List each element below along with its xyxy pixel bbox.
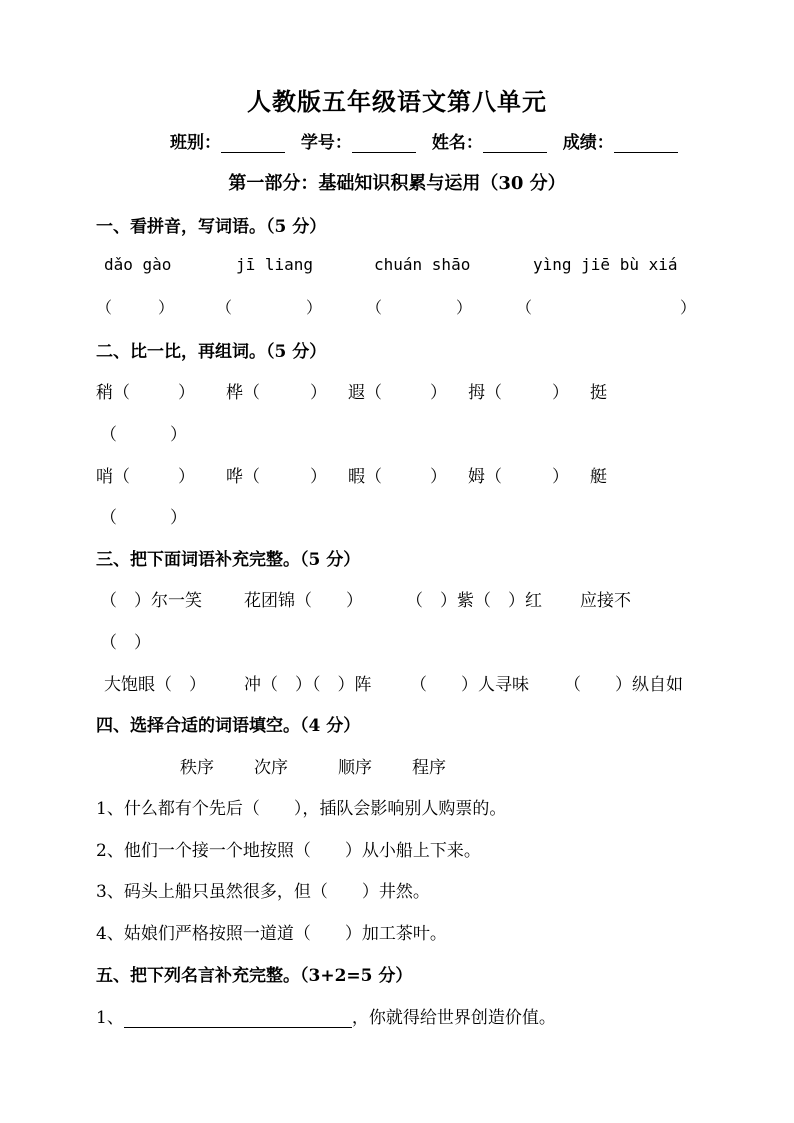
student-no-label: 学号：	[300, 133, 352, 153]
pinyin-2: jī liang	[236, 255, 314, 274]
section-2-heading: 二、比一比，再组词。（5 分）	[96, 342, 327, 362]
class-blank[interactable]	[221, 134, 285, 153]
quote-item-1-number: 1、	[96, 1008, 124, 1028]
answer-4-close: ）	[680, 298, 697, 317]
score-blank[interactable]	[614, 134, 678, 153]
idiom-row-1-item-2: 花团锦（ ）	[244, 591, 363, 611]
class-label: 班别：	[170, 133, 221, 153]
compare-row-1-item-1: 稍（	[96, 383, 130, 403]
fill-item-2: 2、他们一个接一个地按照（ ）从小船上下来。	[96, 841, 481, 861]
compare-row-2-close-4: ）	[552, 467, 569, 487]
fill-item-3: 3、码头上船只虽然很多，但（ ）井然。	[96, 882, 430, 902]
idiom-row-1-item-3: （ ）紫（ ）红	[406, 591, 542, 611]
idiom-row-2-item-2: 冲（ ）（ ）阵	[244, 675, 372, 695]
option-3: 顺序	[338, 758, 372, 778]
idiom-row-2-item-1: 大饱眼（ ）	[104, 675, 206, 695]
quote-item-1	[96, 1003, 556, 1028]
compare-row-1-wrap-close: ）	[170, 425, 187, 445]
option-4: 程序	[412, 758, 446, 778]
pinyin-1: dǎo gào	[104, 255, 172, 274]
compare-row-1-close-3: ）	[430, 383, 447, 403]
answer-3-close: ）	[456, 298, 473, 317]
compare-row-2-wrap-close: ）	[170, 508, 187, 528]
section-1-heading: 一、看拼音，写词语。（5 分）	[96, 217, 327, 237]
fill-item-4: 4、姑娘们严格按照一道道（ ）加工茶叶。	[96, 924, 447, 944]
idiom-row-2-item-4: （ ）纵自如	[564, 675, 683, 695]
idiom-row-2-item-3: （ ）人寻味	[410, 675, 529, 695]
pinyin-4: yìng jiē bù xiá	[533, 255, 678, 274]
student-info-line	[170, 128, 688, 153]
compare-row-2-close-3: ）	[430, 467, 447, 487]
compare-row-2-item-2: 哗（	[226, 467, 260, 487]
section-5-heading: 五、把下列名言补充完整。（3+2=5 分）	[96, 966, 413, 986]
score-label: 成绩：	[562, 133, 614, 153]
compare-row-2-item-3: 暇（	[348, 467, 382, 487]
part-one-heading: 第一部分：基础知识积累与运用（30 分）	[228, 173, 566, 194]
compare-row-2-wrap-open: （	[100, 508, 117, 528]
idiom-row-1-item-1: （ ）尔一笑	[100, 591, 202, 611]
compare-row-1-close-4: ）	[552, 383, 569, 403]
answer-3-open: （	[366, 298, 383, 317]
compare-row-2-close-1: ）	[178, 467, 195, 487]
compare-row-2-close-2: ）	[310, 467, 327, 487]
name-blank[interactable]	[483, 134, 547, 153]
answer-1-close: ）	[158, 298, 175, 317]
student-no-blank[interactable]	[352, 134, 416, 153]
quote-item-1-text: ，你就得给世界创造价值。	[351, 1008, 556, 1028]
compare-row-1-item-3: 遐（	[348, 383, 382, 403]
section-3-heading: 三、把下面词语补充完整。（5 分）	[96, 550, 361, 570]
section-4-heading: 四、选择合适的词语填空。（4 分）	[96, 716, 361, 736]
name-label: 姓名：	[431, 133, 483, 153]
compare-row-1-item-4: 拇（	[468, 383, 502, 403]
idiom-row-1-wrap: （ ）	[100, 633, 151, 653]
quote-item-1-blank[interactable]	[124, 1009, 352, 1028]
answer-2-open: （	[216, 298, 233, 317]
page-title: 人教版五年级语文第八单元	[247, 87, 547, 116]
compare-row-2-item-4: 姆（	[468, 467, 502, 487]
answer-4-open: （	[516, 298, 533, 317]
option-2: 次序	[254, 758, 288, 778]
compare-row-1-wrap-open: （	[100, 425, 117, 445]
compare-row-1-item-2: 桦（	[226, 383, 260, 403]
compare-row-2-item-1: 哨（	[96, 467, 130, 487]
pinyin-3: chuán shāo	[374, 255, 471, 274]
compare-row-1-close-1: ）	[178, 383, 195, 403]
fill-item-1: 1、什么都有个先后（ ），插队会影响别人购票的。	[96, 799, 507, 819]
answer-1-open: （	[96, 298, 113, 317]
compare-row-1-item-5: 挺	[590, 383, 607, 403]
option-1: 秩序	[180, 758, 214, 778]
compare-row-2-item-5: 艇	[590, 467, 607, 487]
compare-row-1-close-2: ）	[310, 383, 327, 403]
idiom-row-1-item-4: 应接不	[580, 591, 631, 611]
answer-2-close: ）	[306, 298, 323, 317]
